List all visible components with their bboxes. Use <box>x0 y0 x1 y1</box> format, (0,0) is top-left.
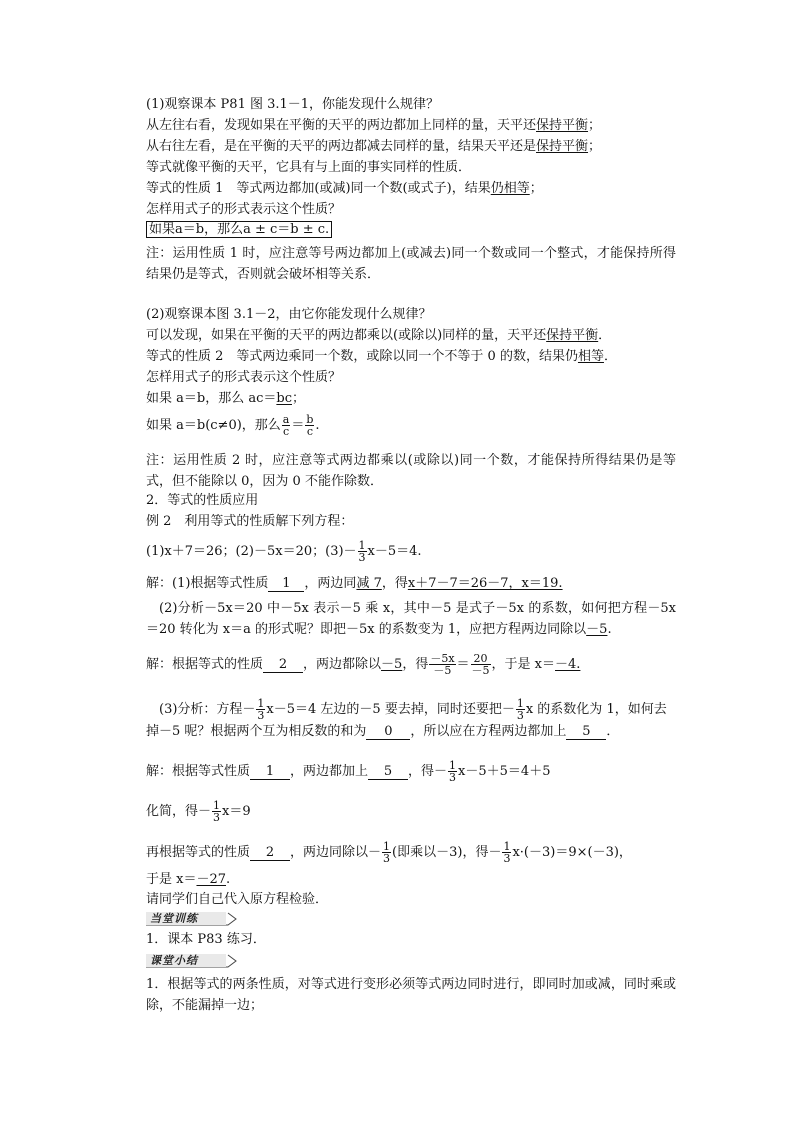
blank-five: 5 <box>566 725 606 740</box>
fraction-one-third: $\frac{1}{3}$ <box>358 539 366 564</box>
property-1-note: 注：运用性质 1 时，应注意等号两边都加上(或减去)同一个数或同一个整式，才能保持所得结果仍是等式，否则就会破坏相等关系． <box>146 246 676 282</box>
q1-line-right-to-left: 从右往左看，是在平衡的天平的两边都减去同样的量，结果天平还是保持平衡； <box>146 139 602 154</box>
check-instruction: 请同学们自己代入原方程检验． <box>146 892 329 907</box>
answer-bc: bc <box>276 391 292 406</box>
solution-2: 解：根据等式的性质 2 ，两边都除以－5，得 $\frac{-5x}{-5}$ ＝ $\frac{20}{-5}$ ，于是 x＝－4. <box>146 652 581 677</box>
answer-x-equals-minus-4: －4. <box>555 657 581 672</box>
fraction-20-over-minus-5: $\frac{20}{-5}$ <box>471 652 490 677</box>
blank-add-5: 5 <box>368 765 408 780</box>
q1-line-analogy: 等式就像平衡的天平，它具有与上面的事实同样的性质． <box>146 160 472 175</box>
q2-heading: (2)观察课本图 3.1－2，由它你能发现什么规律？ <box>146 307 432 322</box>
simplify-line: 化简，得－ $\frac{1}{3}$ x＝9 <box>146 799 251 824</box>
formula-box: 如果a＝b，那么a ± c＝b ± c. <box>146 221 332 238</box>
fraction-one-third-a: $\frac{1}{3}$ <box>257 697 265 722</box>
blank-property-1: 1 <box>268 577 304 592</box>
answer-still-equal: 仍相等 <box>490 181 530 196</box>
property-2-note: 注：运用性质 2 时，应注意等式两边都乘以(或除以)同一个数，才能保持所得结果仍是等式，但不能除以 0，因为 0 不能作除数． <box>146 453 676 489</box>
fraction-one-third-c: $\frac{1}{3}$ <box>449 759 457 784</box>
example-2-equations: (1)x＋7＝26；(2)－5x＝20；(3)－ $\frac{1}{3}$ x－5＝4. <box>146 539 422 564</box>
answer-x-equals-minus-27: －27 <box>196 872 227 887</box>
fraction-one-third-f: $\frac{1}{3}$ <box>503 840 511 865</box>
answer-minus-5: －5 <box>381 657 403 672</box>
blank-zero: 0 <box>366 725 410 740</box>
property-1-statement: 等式的性质 1 等式两边都加(或减)同一个数(或式子)，结果仍相等； <box>146 181 543 196</box>
final-answer: 于是 x＝－27. <box>146 872 231 887</box>
re-apply-property-2: 再根据等式的性质 2 ，两边同除以－ $\frac{1}{3}$ (即乘以－3)，得－ $\frac{1}{3}$ x·(－3)＝9×(－3)， <box>146 840 632 865</box>
property-2-formula-div: 如果 a＝b(c≠0)，那么 $\frac{a}{c}$ ＝ $\frac{b}{c}$ . <box>146 413 320 438</box>
analysis-3-line-2: 掉－5 呢？根据两个互为相反数的和为 0 ，所以应在方程两边都加上 5 ． <box>146 724 620 739</box>
answer-minus-7: 减 7 <box>356 576 382 591</box>
property-2-formula-mult: 如果 a＝b，那么 ac＝bc； <box>146 391 305 406</box>
summary-item: 1．根据等式的两条性质，对等式进行变形必须等式两边同时进行，即同时加或减，同时乘或除，不能漏掉一边； <box>146 977 676 1013</box>
example-2-title: 例 2 利用等式的性质解下列方程： <box>146 514 354 529</box>
property-2-question: 怎样用式子的形式表示这个性质？ <box>146 370 342 385</box>
fraction-one-third-b: $\frac{1}{3}$ <box>516 697 524 722</box>
property-1-question: 怎样用式子的形式表示这个性质？ <box>146 202 342 217</box>
tag-in-class-practice: 当堂训练 <box>146 911 236 925</box>
analysis-3-line-1: (3)分析：方程－ $\frac{1}{3}$ x－5＝4 左边的－5 要去掉，同时还要把－ $\frac{1}{3}$ x 的系数化为 1，如何去 <box>159 697 667 722</box>
fraction-one-third-e: $\frac{1}{3}$ <box>383 840 391 865</box>
fraction-b-over-c: $\frac{b}{c}$ <box>306 413 314 438</box>
fraction-minus-5x-over-minus-5: $\frac{-5x}{-5}$ <box>430 652 455 677</box>
fraction-a-over-c: $\frac{a}{c}$ <box>282 413 290 438</box>
answer-keep-balance-1: 保持平衡 <box>536 118 589 133</box>
answer-keep-balance-3: 保持平衡 <box>546 328 599 343</box>
analysis-2: (2)分析－5x＝20 中－5x 表示－5 乘 x，其中－5 是式子－5x 的系数，如何把方程－5x＝20 转化为 x＝a 的形式呢？即把－5x 的系数变为 1，应把方程两边同除以－5. <box>146 601 676 637</box>
q1-heading: (1)观察课本 P81 图 3.1－1，你能发现什么规律？ <box>146 97 440 112</box>
section-application-title: 2．等式的性质应用 <box>146 493 259 508</box>
q1-line-left-to-right: 从左往右看，发现如果在平衡的天平的两边都加上同样的量，天平还保持平衡； <box>146 118 602 133</box>
blank-property-1b: 1 <box>250 765 290 780</box>
practice-item: 1．课本 P83 练习． <box>146 932 266 947</box>
tag-lesson-summary: 课堂小结 <box>146 953 236 967</box>
answer-keep-balance-2: 保持平衡 <box>536 139 589 154</box>
solution-3: 解：根据等式性质 1 ，两边都加上 5 ，得－ $\frac{1}{3}$ x－5＋5＝4＋5 <box>146 759 551 784</box>
answer-x-equals-19: x＋7－7＝26－7，x＝19. <box>407 576 563 591</box>
blank-property-2: 2 <box>263 658 303 673</box>
blank-property-2b: 2 <box>250 846 290 861</box>
property-1-formula <box>146 222 332 238</box>
fraction-one-third-d: $\frac{1}{3}$ <box>213 799 221 824</box>
q2-line-observe: 可以发现，如果在平衡的天平的两边都乘以(或除以)同样的量，天平还保持平衡． <box>146 328 612 343</box>
property-2-statement: 等式的性质 2 等式两边乘同一个数，或除以同一个不等于 0 的数，结果仍相等． <box>146 349 617 364</box>
answer-divide-minus-5: －5 <box>586 622 608 637</box>
solution-1: 解：(1)根据等式性质 1 ，两边同减 7，得x＋7－7＝26－7，x＝19. <box>146 576 563 591</box>
answer-equal: 相等 <box>577 349 604 364</box>
